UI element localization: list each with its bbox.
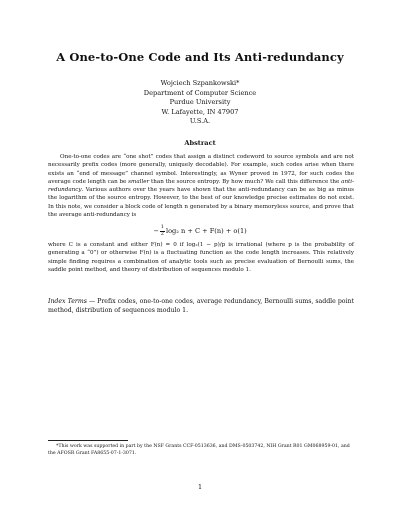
affiliation-line: Purdue University [169, 98, 231, 107]
index-terms [48, 297, 354, 315]
affiliation-line: Department of Computer Science [143, 88, 257, 97]
abstract-heading: Abstract [184, 139, 216, 147]
page-number: 1 [197, 483, 203, 491]
index-terms-text: — Prefix codes, one-to-one codes, average redundancy, Bernoulli sums, saddle point method, distribution of sequences modulo 1. [48, 298, 354, 315]
abstract-paragraph-1: One-to-one codes are “one shot” codes that assign a distinct codeword to source symbols and are not necessarily prefix codes (more generally, uniquely decodable). For example, such codes arise when there exists an “end of message” channel symbol. Interestingly, as Wyner proved in 1972, for such codes the average code length can be smaller than the source entropy. By how much? We call this difference the anti-redundancy. Various authors over the years have shown that the anti-redundancy can be as big as minus the logarithm of the source entropy. However, to the best of our knowledge precise estimates do not exist. In this note, we consider a block code of length n generated by a binary memoryless source, and prove that the average anti-redundancy is [48, 154, 354, 219]
footnote: *This work was supported in part by the NSF Grants CCF-0513636, and DMS-0503742, NIH Grant R01 GM068959-01, and the AFOSR Grant FA8655-07-1-3071. [48, 444, 350, 456]
affiliation-line: U.S.A. [189, 117, 211, 126]
footnote-rule [48, 440, 128, 441]
formula-fraction: $\frac{1}{2}$ [160, 224, 164, 237]
index-terms-label: Index Terms [48, 298, 87, 305]
display-formula: − $\frac{1}{2}$ log₂ n + C + F(n) + o(1) [153, 224, 247, 237]
author-block [0, 79, 400, 127]
abstract-paragraph-2: where C is a constant and either F(n) = 0 if log₂(1 − p)/p is irrational (where p is the probability of generating a “0”) or otherwise F(n) is a fluctuating function as the code length increases. This relatively simple finding requires a combination of analytic tools such as precise evaluation of Bernoulli sums, the saddle point method, and theory of distribution of sequences modulo 1. [48, 242, 354, 273]
paper-title: A One-to-One Code and Its Anti-redundancy [56, 50, 344, 64]
author-name: Wojciech Szpankowski* [160, 79, 240, 87]
affiliation-line: W. Lafayette, IN 47907 [161, 107, 239, 116]
